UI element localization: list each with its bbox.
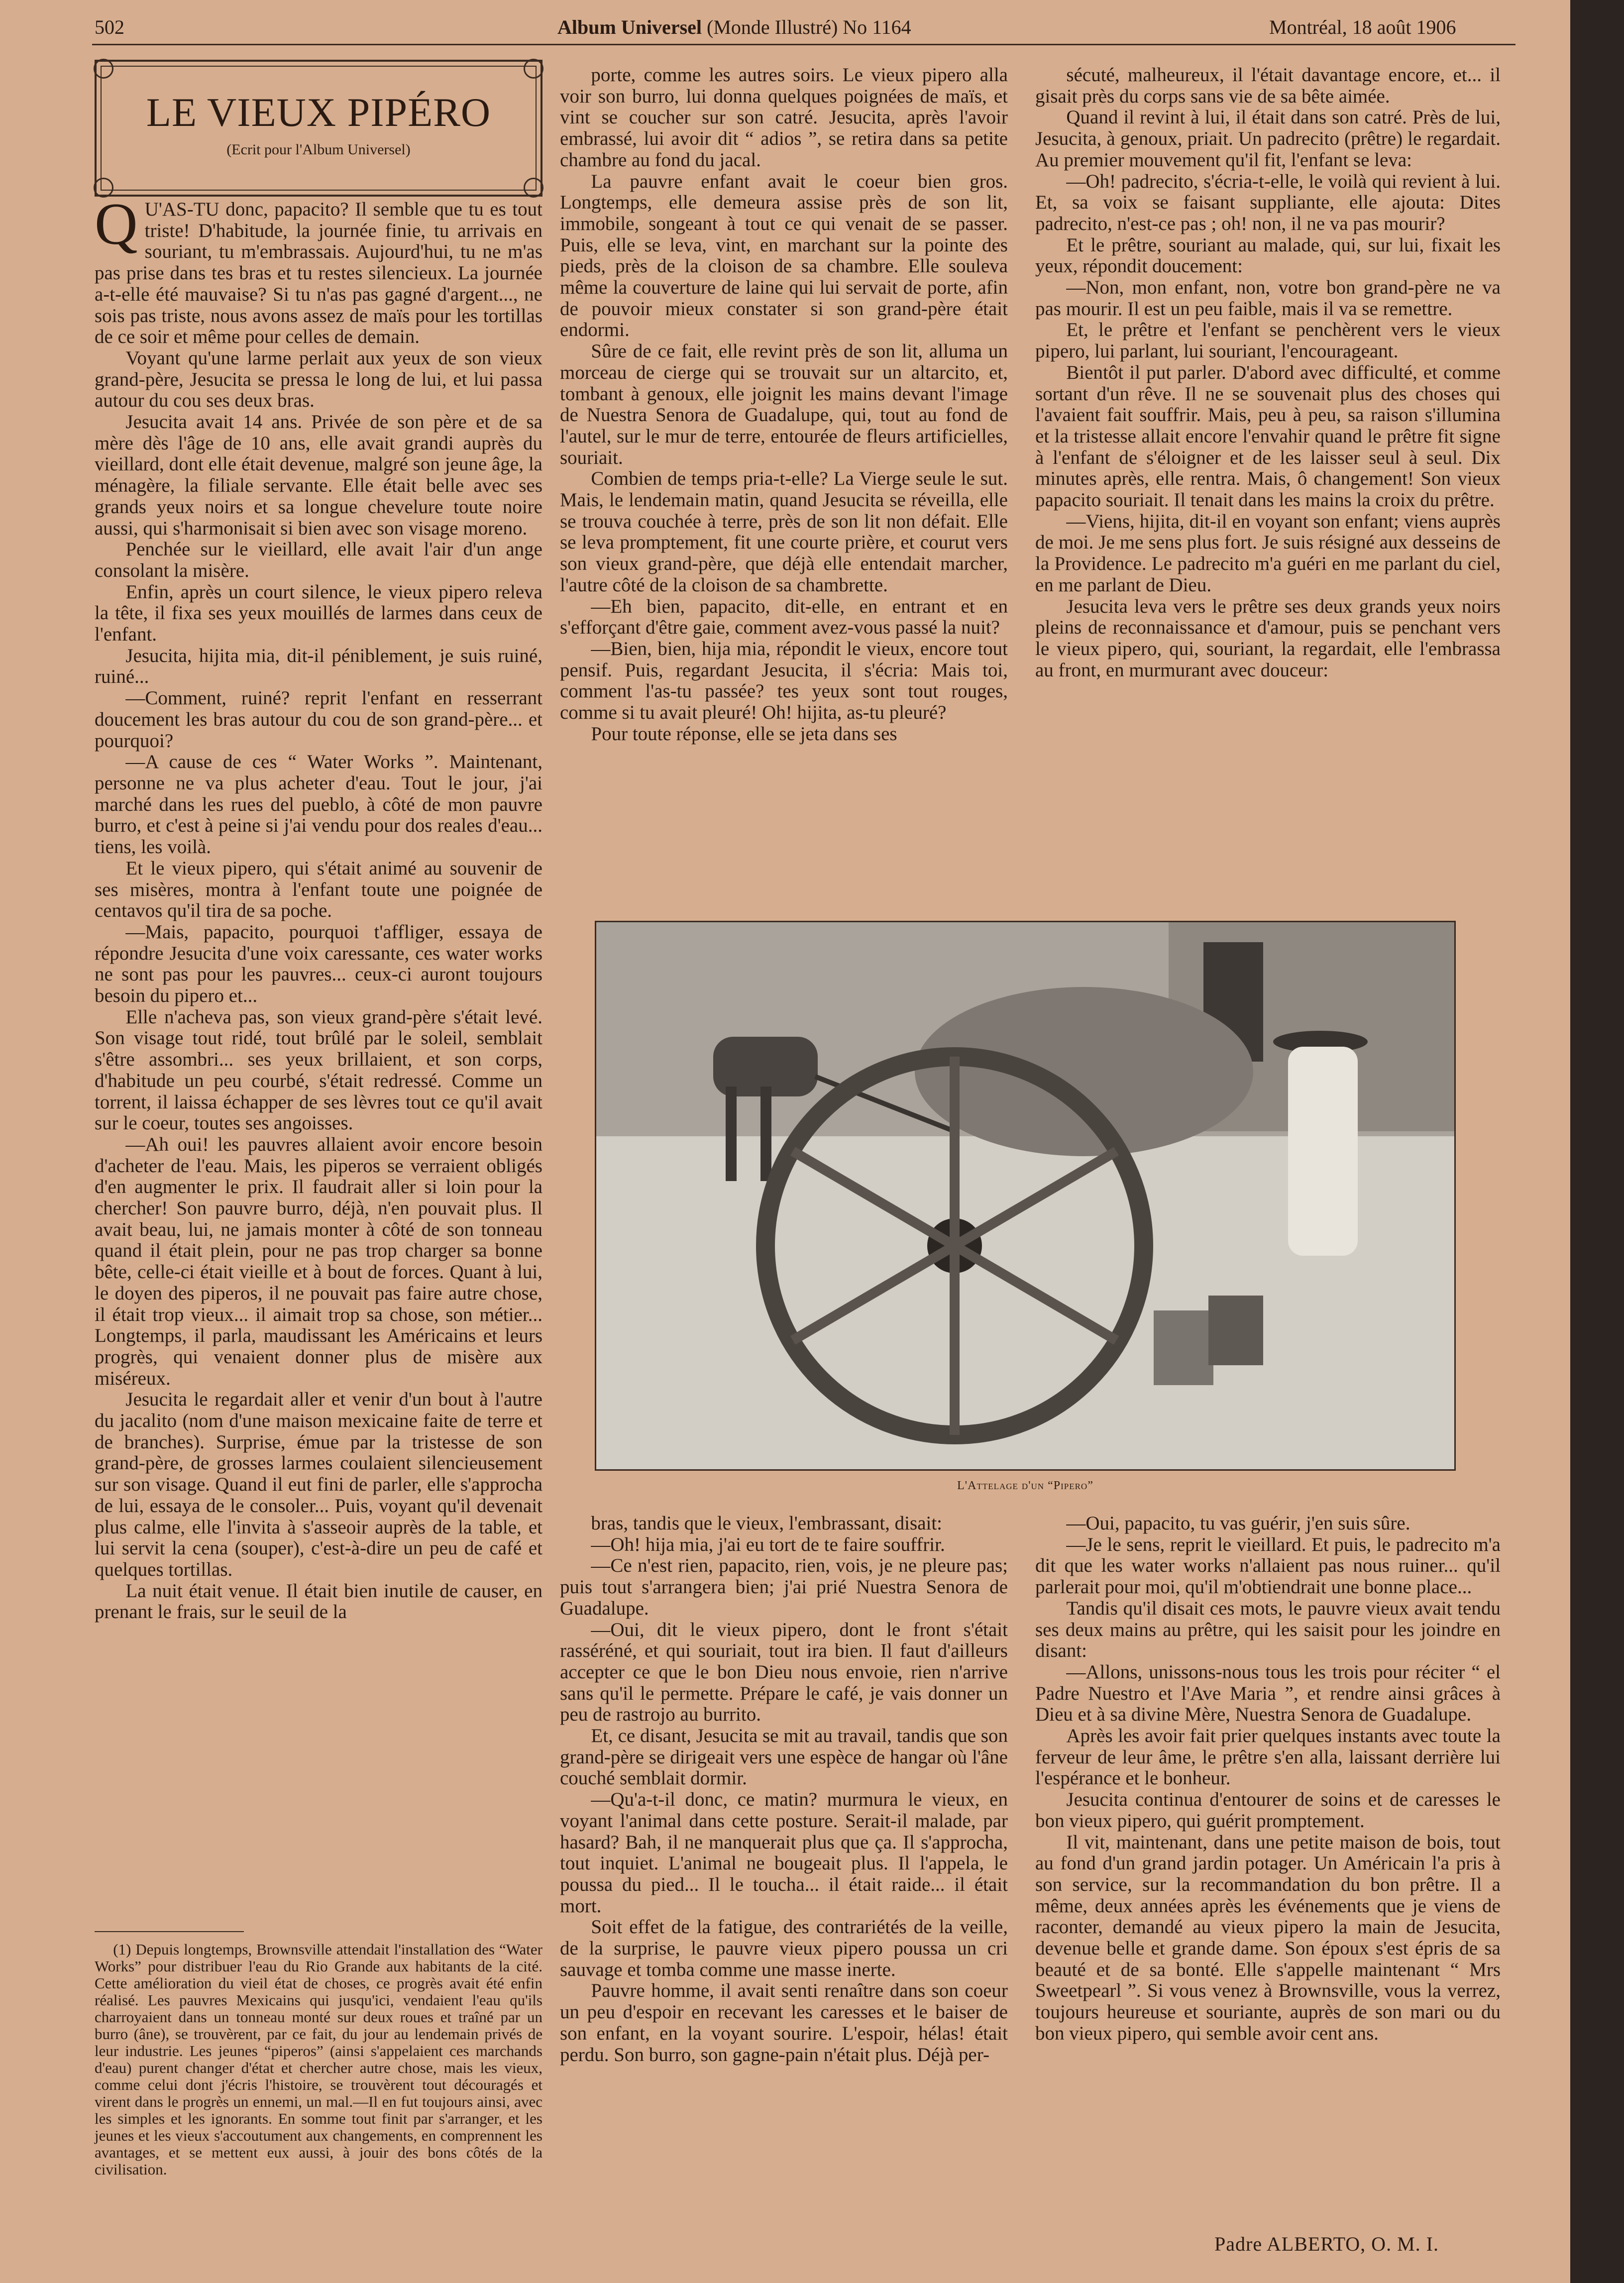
paragraph: [1035, 1832, 1501, 2045]
paragraph-text: Soit effet de la fatigue, des contrariétés de la veille, de la surprise, le pauvre vieux pipero poussa un cri sauvage et tomba comme une masse inerte.: [560, 1916, 1008, 1980]
paragraph: [1035, 362, 1501, 511]
paragraph-text: —Eh bien, papacito, dit-elle, en entrant et en s'efforçant d'être gaie, comment avez-vous passé la nuit?: [560, 595, 1008, 639]
column-3-bottom: [1035, 1513, 1501, 2045]
paragraph-text: Jesucita leva vers le prêtre ses deux grands yeux noirs pleins de reconnaissance et d'amour, puis se penchant vers le vieux pipero, qui, souriant, la regardait, elle l'embrassa au front, en murmurant avec douceur:: [1035, 595, 1501, 681]
paragraph: [1035, 596, 1501, 681]
author-signature: Padre ALBERTO, O. M. I.: [1214, 2233, 1439, 2255]
paragraph-text: porte, comme les autres soirs. Le vieux pipero alla voir son burro, lui donna quelques poignées de maïs, et vint se coucher sur son catré. Jesucita, après l'avoir embrassé, lui avoir dit “ adios ”, se retira dans sa petite chambre au fond du jacal.: [560, 64, 1008, 171]
paragraph: [1035, 1789, 1501, 1832]
paragraph: [95, 1134, 542, 1389]
page-edge: [1570, 0, 1624, 2283]
paragraph: [560, 1789, 1008, 1917]
issue-date: Montréal, 18 août 1906: [1269, 16, 1456, 38]
paragraph: [1035, 1513, 1501, 1534]
paragraph: [95, 688, 542, 752]
paragraph: [1035, 65, 1501, 107]
paragraph-text: Elle n'acheva pas, son vieux grand-père s'était levé. Son visage tout ridé, tout brûlé par le soleil, semblait s'être assombri... ses yeux brillaient, et son corps, d'habitude un peu courbé, s'était redressé. Comme un torrent, il laissa échapper de ses lèvres tout ce qu'il avait sur le coeur, toutes ses angoisses.: [95, 1006, 542, 1134]
paragraph: [560, 1980, 1008, 2066]
publication-sub: (Monde Illustré) No 1164: [707, 16, 911, 38]
ornament-corner: [94, 59, 113, 79]
title-box: [95, 60, 542, 197]
paragraph: [560, 1555, 1008, 1619]
paragraph-text: Voyant qu'une larme perlait aux yeux de son vieux grand-père, Jesucita se pressa le long de lui, et lui passa autour du cou ses deux bras.: [95, 347, 542, 412]
paragraph: [95, 922, 542, 1007]
paragraph-text: Tandis qu'il disait ces mots, le pauvre vieux avait tendu ses deux mains au prêtre, qui les saisit pour les joindre en disant:: [1035, 1597, 1501, 1662]
paragraph-text: —Oh! hija mia, j'ai eu tort de te faire souffrir.: [591, 1533, 945, 1555]
paragraph: [95, 1007, 542, 1134]
paragraph-text: —Viens, hijita, dit-il en voyant son enfant; viens auprès de moi. Je me sens plus fort. Je suis résigné aux desseins de la Providence. Le padrecito m'a guéri en me parlant du ciel, en me parlant de Dieu.: [1035, 510, 1501, 596]
footnote: [95, 1941, 542, 2178]
paragraph-text: —Non, mon enfant, non, votre bon grand-père ne va pas mourir. Il est un peu faible, mais il va se remettre.: [1035, 277, 1501, 320]
header-rule: [92, 44, 1516, 45]
paragraph: [560, 468, 1008, 596]
column-2-top: [560, 65, 1008, 745]
paragraph-text: —Oh! padrecito, s'écria-t-elle, le voilà qui revient à lui. Et, sa voix se faisant suppliante, elle ajouta: Dites padrecito, n'est-ce pas ; oh! non, il ne va pas mourir?: [1035, 170, 1501, 234]
paragraph: [560, 596, 1008, 639]
paragraph: [95, 1389, 542, 1580]
paragraph-text: Et le vieux pipero, qui s'était animé au souvenir de ses misères, montra à l'enfant toute une poignée de centavos qu'il tira de sa poche.: [95, 857, 542, 922]
paragraph-text: Combien de temps pria-t-elle? La Vierge seule le sut. Mais, le lendemain matin, quand Jesucita se réveilla, elle se trouva couchée à terre, près de son lit non défait. Elle se leva promptement, fit une courte prière, et courut vers son vieux grand-père, que déjà elle entendait marcher, l'autre côté de la cloison de sa chambrette.: [560, 468, 1008, 596]
paragraph: [560, 1513, 1008, 1534]
paragraph-text: bras, tandis que le vieux, l'embrassant, disait:: [591, 1513, 943, 1534]
paragraph-text: Enfin, après un court silence, le vieux pipero releva la tête, il fixa ses yeux mouillés de larmes dans ceux de l'enfant.: [95, 581, 542, 646]
paragraph-text: Sûre de ce fait, elle revint près de son lit, alluma un morceau de cierge qui se trouvait sur un altarcito, et, tombant à genoux, elle joignit les mains devant l'image de Nuestra Senora de Guadalupe, qui, tout au fond de l'autel, sur le mur de terre, entourée de fleurs artificielles, souriait.: [560, 340, 1008, 468]
column-2-bottom: [560, 1513, 1008, 2066]
paragraph-text: —Je le sens, reprit le vieillard. Et puis, le padrecito m'a dit que les water works n'allaient pas nous ruiner... qu'il parlerait pour moi, qu'il m'obtiendrait une bonne place...: [1035, 1533, 1501, 1598]
paragraph: [560, 65, 1008, 171]
paragraph-text: —A cause de ces “ Water Works ”. Maintenant, personne ne va plus acheter d'eau. Tout le jour, j'ai marché dans les rues del pueblo, à côté de mon pauvre burro, et c'est à peine si j'ai vendu pour dos reales d'eau... tiens, les voilà.: [95, 751, 542, 858]
ornament-corner: [524, 59, 543, 79]
paragraph-text: Penchée sur le vieillard, elle avait l'air d'un ange consolant la misère.: [95, 539, 542, 581]
paragraph-text: —Comment, ruiné? reprit l'enfant en resserrant doucement les bras autour du cou de son grand-père... et pourquoi?: [95, 687, 542, 752]
paragraph-text: Et, ce disant, Jesucita se mit au travail, tandis que son grand-père se dirigeait vers une espèce de hangar où l'âne couché semblait dormir.: [560, 1725, 1008, 1789]
paragraph: [95, 348, 542, 412]
paragraph-text: Pauvre homme, il avait senti renaître dans son coeur un peu d'espoir en recevant les caresses et le baiser de son enfant, en la voyant sourire. L'espoir, hélas! était perdu. Son burro, son gagne-pain n'était plus. Déjà per-: [560, 1980, 1008, 2066]
paragraph: [1035, 277, 1501, 320]
paragraph-text: Jesucita continua d'entourer de soins et de caresses le bon vieux pipero, qui guérit promptement.: [1035, 1789, 1501, 1832]
paragraph: [95, 539, 542, 581]
article-title: LE VIEUX PIPÉRO: [146, 90, 491, 135]
article-subtitle: (Ecrit pour l'Album Universel): [226, 141, 411, 158]
column-3-top: [1035, 65, 1501, 681]
paragraph: [1035, 171, 1501, 235]
paragraph: [1035, 1662, 1501, 1726]
paragraph-text: U'AS-TU donc, papacito? Il semble que tu es tout triste! D'habitude, la journée finie, tu arrivais en souriant, tu m'embrassais. Aujourd'hui, tu ne m'as pas prise dans tes bras et tu restes silencieux. La journée a-t-elle été mauvaise? Si tu n'as pas gagné d'argent..., ne sois pas triste, nous avons assez de maïs pour les tortillas de ce soir et même pour celles de demain.: [95, 199, 542, 348]
paragraph: [1035, 235, 1501, 277]
paragraph: [1035, 1726, 1501, 1789]
paragraph: [95, 752, 542, 858]
photo-water-cart: [595, 921, 1456, 1471]
footnote-text: (1) Depuis longtemps, Brownsville attendait l'installation des “Water Works” pour distribuer l'eau du Rio Grande aux habitants de la cité. Cette amélioration du vieil état de choses, ce progrès avait été enfin réalisé. Les pauvres Mexicains qui jusqu'ici, vendaient l'eau qu'ils charroyaient dans un tonneau monté sur deux roues et traîné par un burro (âne), se trouvèrent, par ce fait, du jour au lendemain privés de leur industrie. Les jeunes “piperos” (ainsi s'appelaient ces marchands d'eau) purent changer d'état et chercher autre chose, mais les vieux, comme celui dont j'écris l'histoire, se trouvèrent tout découragés et virent dans le progrès un ennemi, un mal.—Il en fut toujours ainsi, avec les simples et les ignorants. En somme tout finit par s'arranger, et les jeunes et les vieux s'accoutument aux changements, en comprennent les avantages, et se mettent eux aussi, à jouir des bons côtés de la civilisation.: [95, 1941, 542, 2178]
paragraph-text: Jesucita avait 14 ans. Privée de son père et de sa mère dès l'âge de 10 ans, elle avait grandi auprès du vieillard, dont elle était devenue, malgré son jeune âge, la ménagère, la filiale servante. Elle était belle avec ses grands yeux noirs et sa longue chevelure toute noire aussi, qui s'harmonisait si bien avec son visage moreno.: [95, 411, 542, 539]
paragraph-text: Il vit, maintenant, dans une petite maison de bois, tout au fond d'un grand jardin potager. Un Américain l'a pris à son service, sur la recommandation du bon prêtre. Il a même, deux années après les événements que je viens de raconter, demandé au vieux pipero la main de Jesucita, devenue belle et grande dame. Son époux s'est épris de sa beauté et de sa bonté. Elle s'appelle maintenant “ Mrs Sweetpearl ”. Si vous venez à Brownsville, vous la verrez, toujours heureuse et souriante, auprès de son mari ou du bon vieux pipero, qui semble avoir cent ans.: [1035, 1831, 1501, 2044]
paragraph-text: Jesucita le regardait aller et venir d'un bout à l'autre du jacalito (nom d'une maison mexicaine faite de terre et de branches). Surprise, émue par la tristesse de son grand-père, de grosses larmes coulaient silencieusement sur son visage. Quand il eut fini de parler, elle s'approcha de lui, essaya de le consoler... Puis, voyant qu'il devenait plus calme, elle l'invita à s'asseoir auprès de la table, et lui servit la cena (souper), c'est-à-dire un peu de café et quelques tortillas.: [95, 1389, 542, 1580]
paragraph-text: —Ce n'est rien, papacito, rien, vois, je ne pleure pas; puis tout s'arrangera bien; j'ai prié Nuestra Senora de Guadalupe.: [560, 1555, 1008, 1619]
photo-illustration: [596, 922, 1454, 1469]
paragraph-text: Bientôt il put parler. D'abord avec difficulté, et comme sortant d'un rêve. Il ne se souvenait plus des choses qui l'avaient fait souffrir. Mais, peu à peu, sa raison s'illumina et la tristesse allait encore l'envahir quand le prêtre fit signe à l'enfant de s'éloigner et de les laisser seul à seul. Dix minutes après, elle rentra. Mais, ô changement! Son vieux papacito souriait. Il tenait dans les mains la croix du prêtre.: [1035, 361, 1501, 511]
paragraph: [1035, 1598, 1501, 1662]
paragraph: [95, 191, 542, 348]
page-number: 502: [95, 16, 124, 38]
paragraph: [95, 646, 542, 688]
paragraph: [560, 171, 1008, 341]
paragraph-text: Après les avoir fait prier quelques instants avec toute la ferveur de leur âme, le prêtre s'en alla, laissant derrière lui l'espérance et le bonheur.: [1035, 1725, 1501, 1789]
paragraph-text: —Allons, unissons-nous tous les trois pour réciter “ el Padre Nuestro et l'Ave Maria ”, et rendre ainsi grâces à Dieu et à sa divine Mère, Nuestra Senora de Guadalupe.: [1035, 1661, 1501, 1726]
paragraph: [95, 858, 542, 922]
paragraph: [560, 1620, 1008, 1726]
paragraph-text: Et, le prêtre et l'enfant se penchèrent vers le vieux pipero, lui parlant, lui souriant, l'encourageant.: [1035, 319, 1501, 362]
paragraph: [560, 341, 1008, 468]
paragraph-text: Quand il revint à lui, il était dans son catré. Près de lui, Jesucita, à genoux, priait. Un padrecito (prêtre) le regardait. Au premier mouvement qu'il fit, l'enfant se leva:: [1035, 107, 1501, 171]
paragraph: [95, 1581, 542, 1623]
paragraph-text: sécuté, malheureux, il l'était davantage encore, et... il gisait près du corps sans vie de sa bête aimée.: [1035, 64, 1501, 107]
paragraph-text: La pauvre enfant avait le coeur bien gros. Longtemps, elle demeura assise près de son lit, immobile, songeant à tout ce qui venait de se passer. Puis, elle se leva, vint, en marchant sur la pointe des pieds, près de la cloison de sa chambre. Elle souleva même la couverture de laine qui lui servait de porte, afin de pouvoir mieux constater si son grand-père était endormi.: [560, 170, 1008, 341]
paragraph: [1035, 107, 1501, 171]
paragraph: [560, 1917, 1008, 1980]
publication-header: [557, 15, 911, 40]
paragraph: [1035, 511, 1501, 596]
paragraph-text: —Oui, dit le vieux pipero, dont le front s'était rasséréné, et qui souriait, tout ira bien. Il faut d'ailleurs accepter ce que le bon Dieu nous envoie, rien n'arrive sans qu'il le permette. Prépare le café, je vais donner un peu de rastrojo au burrito.: [560, 1619, 1008, 1726]
paragraph: [1035, 1534, 1501, 1598]
paragraph-text: Jesucita, hijita mia, dit-il péniblement, je suis ruiné, ruiné...: [95, 645, 542, 688]
paragraph-text: —Ah oui! les pauvres allaient avoir encore besoin d'acheter de l'eau. Mais, les piperos se verraient obligés d'en augmenter le prix. Il faudrait aller si loin pour la chercher! Son pauvre burro, déjà, n'en pouvait plus. Il avait beau, lui, ne jamais monter à côté de son tonneau quand il était plein, pour ne pas trop charger sa bonne bête, celle-ci était vieille et à bout de forces. Quant à lui, le doyen des piperos, il ne pouvait pas faire autre chose, il était trop vieux... il aimait trop sa chose, son métier... Longtemps, il parla, maudissant les Américains et leurs progrès, qui venaient donner plus de misère aux miséreux.: [95, 1133, 542, 1389]
paragraph: [560, 639, 1008, 724]
paragraph-text: —Mais, papacito, pourquoi t'affliger, essaya de répondre Jesucita d'une voix caressante, ces water works ne sont pas pour les pauvres... ceux-ci auront toujours besoin du pipero et...: [95, 921, 542, 1007]
paragraph-text: Et le prêtre, souriant au malade, qui, sur lui, fixait les yeux, répondit doucement:: [1035, 234, 1501, 277]
paragraph-text: Pour toute réponse, elle se jeta dans ses: [591, 723, 897, 745]
paragraph-text: —Qu'a-t-il donc, ce matin? murmura le vieux, en voyant l'animal dans cette posture. Serait-il malade, par hasard? Bah, il ne manquerait plus que ça. Il s'approcha, tout inquiet. L'animal ne bougeait plus. Il l'appela, le poussa du pied... Il le toucha... il était raide... il était mort.: [560, 1789, 1008, 1917]
paragraph: [95, 582, 542, 646]
paragraph: [560, 1534, 1008, 1556]
paragraph: [95, 412, 542, 539]
column-1: [95, 191, 542, 1623]
publication-name: Album Universel: [557, 16, 702, 38]
paragraph: [560, 1726, 1008, 1789]
photo-caption: L'Attelage d'un “Pipero”: [957, 1479, 1093, 1492]
paragraph-text: La nuit était venue. Il était bien inutile de causer, en prenant le frais, sur le seuil de la: [95, 1580, 542, 1623]
paragraph: [560, 724, 1008, 745]
footnote-rule: [95, 1931, 244, 1932]
ornament-corner: [524, 178, 543, 198]
drop-cap: Q: [95, 191, 138, 257]
paragraph: [1035, 320, 1501, 362]
paragraph-text: —Oui, papacito, tu vas guérir, j'en suis sûre.: [1066, 1513, 1410, 1534]
paragraph-text: —Bien, bien, hija mia, répondit le vieux, encore tout pensif. Puis, regardant Jesucita, il s'écria: Mais toi, comment l'as-tu passée? tes yeux sont tout rouges, comme si tu avait pleuré! Oh! hijita, as-tu pleuré?: [560, 638, 1008, 724]
